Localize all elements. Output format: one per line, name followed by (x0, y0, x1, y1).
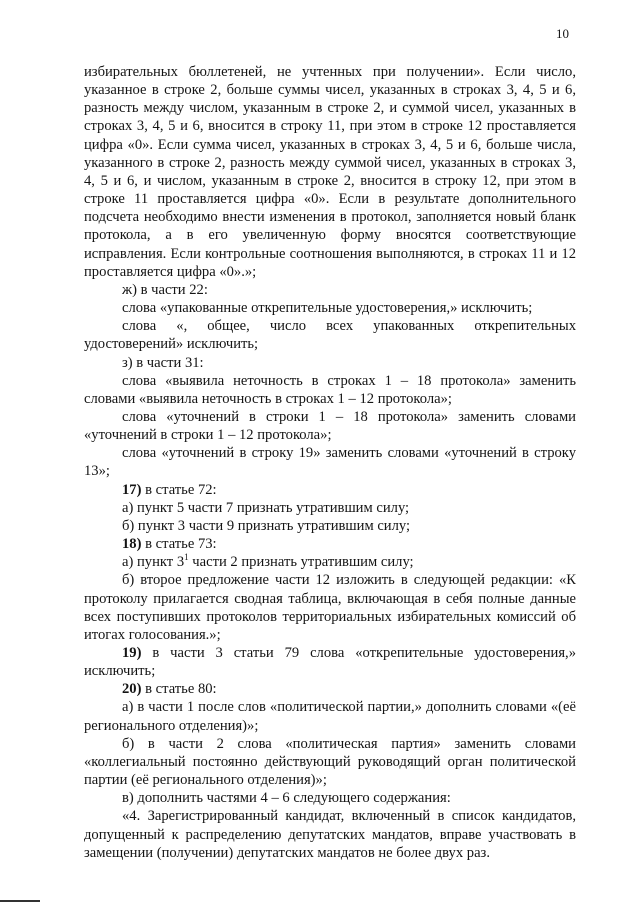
paragraph: а) в части 1 после слов «политической партии,» дополнить словами «(её регионального отделения)»; (84, 699, 576, 734)
item-number: 18) (122, 536, 142, 553)
paragraph: б) второе предложение части 12 изложить в следующей редакции: «К протоколу прилагается сводная таблица, включающая в себя полные данные всех поступивших протоколов территориальных избирательных комиссий об итогах голосования.»; (84, 572, 576, 643)
paragraph: а) пункт 5 части 7 признать утратившим силу; (122, 499, 410, 516)
paragraph: б) пункт 3 части 9 признать утратившим силу; (122, 517, 411, 534)
superscript: 1 (184, 552, 189, 563)
document-body (84, 63, 576, 862)
paragraph: «4. Зарегистрированный кандидат, включенный в список кандидатов, допущенный к распределению депутатских мандатов, вправе участвовать в замещении (получении) депутатских мандатов не более двух раз. (84, 808, 576, 861)
paragraph: слова «выявила неточность в строках 1 – 18 протокола» заменить словами «выявила неточность в строках 1 – 12 протокола»; (84, 372, 576, 407)
paragraph: избирательных бюллетеней, не учтенных при получении». Если число, указанное в строке 2, больше суммы чисел, указанных в строках 3, 4, 5 и 6, разность между числом, указанным в строке 2, и суммой чисел, указанных в строках 3, 4, 5 и 6, вносится в строку 11, при этом в строке 12 проставляется цифра «0». Если сумма чисел, указанных в строках 3, 4, 5 и 6, больше числа, указанного в строке 2, разность между суммой чисел, указанных в строках 3, 4, 5 и 6, и числом, указанным в строке 2, вносится в строку 12, при этом в строке 11 проставляется цифра «0». Если в результате дополнительного подсчета необходимо внести изменения в протокол, заполняется новый бланк протокола, а в его увеличенную форму вносятся соответствующие исправления. Если контрольные соотношения выполняются, в строках 11 и 12 проставляется цифра «0».»; (84, 64, 576, 280)
item-number: 19) (122, 645, 142, 661)
paragraph: слова «упакованные открепительные удостоверения,» исключить; (122, 300, 533, 317)
paragraph: 18) в статье 73: (122, 536, 217, 553)
paragraph: б) в части 2 слова «политическая партия» заменить словами «коллегиальный постоянно действующий руководящий орган политической партии (её регионального отделения)»; (84, 735, 576, 789)
paragraph: слова «уточнений в строку 19» заменить словами «уточнений в строку 13»; (84, 445, 576, 480)
item-number: 17) (122, 481, 142, 498)
scan-edge-mark (0, 900, 40, 902)
paragraph: а) пункт $3^1$ части 2 признать утратившим силу; (122, 552, 414, 571)
paragraph: з) в части 31: (122, 354, 204, 371)
paragraph: 19) в части 3 статьи 79 слова «открепительные удостоверения,» исключить; (84, 645, 576, 680)
item-number: 20) (122, 681, 142, 698)
paragraph: слова «, общее, число всех упакованных открепительных удостоверений» исключить; (84, 318, 576, 353)
paragraph: в) дополнить частями 4 – 6 следующего содержания: (122, 790, 451, 807)
page-number: 10 (556, 26, 569, 41)
paragraph: слова «уточнений в строки 1 – 18 протокола» заменить словами «уточнений в строки 1 – 12 протокола»; (84, 408, 576, 444)
paragraph: 17) в статье 72: (122, 481, 217, 498)
paragraph: 20) в статье 80: (122, 681, 217, 698)
paragraph: ж) в части 22: (122, 281, 208, 298)
